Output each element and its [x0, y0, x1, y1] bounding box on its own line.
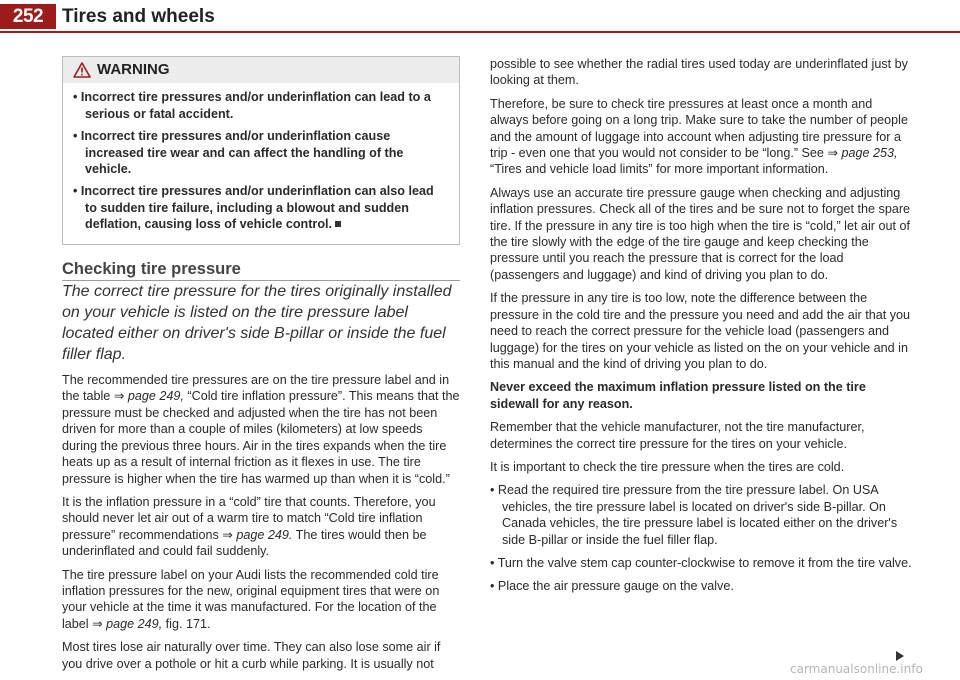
paragraph: possible to see whether the radial tires used today are underinflated just by looking at them.	[490, 57, 908, 88]
header-rule	[0, 31, 960, 33]
right-column	[490, 56, 913, 602]
paragraph: It is important to check the tire pressure when the tires are cold.	[490, 459, 845, 474]
paragraph: Always use an accurate tire pressure gauge when checking and adjusting inflation pressures. Check all of the tires and be sure not to forget the spare tire. If the pressure in any tire is too high when the tire is “cold,” let air out of the tire slowly with the edge of the tire gauge and keep checking the pressure until you reach the pressure that is correct for the load (passengers and luggage) and kind of driving you plan to do.	[490, 185, 911, 282]
warning-triangle-icon	[73, 62, 91, 78]
chapter-title: Tires and wheels	[62, 6, 215, 27]
warning-title: WARNING	[97, 61, 170, 78]
page-number: 252	[0, 4, 56, 29]
warning-box	[62, 56, 460, 245]
warning-bullet: • Incorrect tire pressures and/or underinflation can lead to a serious or fatal accident.	[73, 90, 431, 121]
list-item: • Turn the valve stem cap counter-clockwise to remove it from the tire valve.	[490, 555, 912, 570]
paragraph: The tire pressure label on your Audi lists the recommended cold tire inflation pressures for the new, original equipment tires that were on your vehicle at the time it was manufactured. For the location of the label ⇒ page 249, fig. 171.	[62, 567, 440, 631]
page-reference-link[interactable]: ⇒ page 249.	[222, 527, 293, 542]
warning-header	[63, 57, 459, 83]
warning-bullet: • Incorrect tire pressures and/or underinflation can also lead to sudden tire failure, including a blowout and sudden deflation, causing loss of vehicle control.	[73, 184, 434, 232]
watermark: carmanualsonline.info	[790, 662, 923, 676]
paragraph: Remember that the vehicle manufacturer, not the tire manufacturer, determines the correct tire pressure for the tires on your vehicle.	[490, 420, 865, 451]
paragraph: Most tires lose air naturally over time. They can also lose some air if you drive over a pothole or hit a curb while parking. It is usually not	[62, 640, 441, 671]
paragraph: The recommended tire pressures are on the tire pressure label and in the table ⇒ page 249, “Cold tire inflation pressure”. This means that the pressure must be checked and adjusted when the tire has not been driven for more than a couple of miles (kilometers) at low speeds during the previous three hours. Air in the tires expands when the tire heats up as a result of internal friction as it flexes in use. The tire pressure is higher when the tire has warmed up than when it is “cold.”	[62, 373, 460, 486]
left-column	[62, 56, 460, 679]
paragraph: Therefore, be sure to check tire pressures at least once a month and always before going on a long trip. Make sure to take the number of people and the amount of luggage into account when adjusting tire pressure for a trip - even one that you would not consider to be “long.” See ⇒ page 253, “Tires and vehicle load limits” for more important information.	[490, 96, 908, 177]
paragraph: If the pressure in any tire is too low, note the difference between the pressure in the cold tire and the pressure you need and add the air that you need to reach the correct pressure for the vehicle load (passengers and luggage) for the tires on your vehicle as listed on the on your vehicle and in this manual and the kind of driving you plan to do.	[490, 291, 911, 371]
page-reference-link[interactable]: ⇒ page 249,	[113, 389, 184, 404]
end-mark-icon	[335, 221, 341, 227]
page-reference-link[interactable]: ⇒ page 249,	[92, 616, 163, 631]
page-reference-link[interactable]: ⇒ page 253,	[827, 146, 898, 161]
paragraph: It is the inflation pressure in a “cold” tire that counts. Therefore, you should never let air out of a warm tire to match “Cold tire inflation pressure” recommendations ⇒ page 249. The tires would then be underinflated and could fail suddenly.	[62, 494, 436, 559]
bold-note: Never exceed the maximum inflation pressure listed on the tire sidewall for any reason.	[490, 380, 866, 411]
section-intro: The correct tire pressure for the tires originally installed on your vehicle is listed on the tire pressure label located either on driver's side B-pillar or inside the fuel filler flap.	[62, 283, 452, 364]
section-title: Checking tire pressure	[62, 261, 460, 281]
warning-bullet: • Incorrect tire pressures and/or underinflation cause increased tire wear and can affect the handling of the vehicle.	[73, 129, 404, 177]
list-item: • Place the air pressure gauge on the valve.	[490, 579, 734, 594]
continue-arrow-icon	[896, 651, 904, 661]
list-item: • Read the required tire pressure from the tire pressure label. On USA vehicles, the tire pressure label is located on driver's side B-pillar. On Canada vehicles, the tire pressure label is located either on the driver's side B-pillar or inside the fuel filler flap.	[490, 483, 898, 547]
warning-body	[63, 83, 459, 243]
